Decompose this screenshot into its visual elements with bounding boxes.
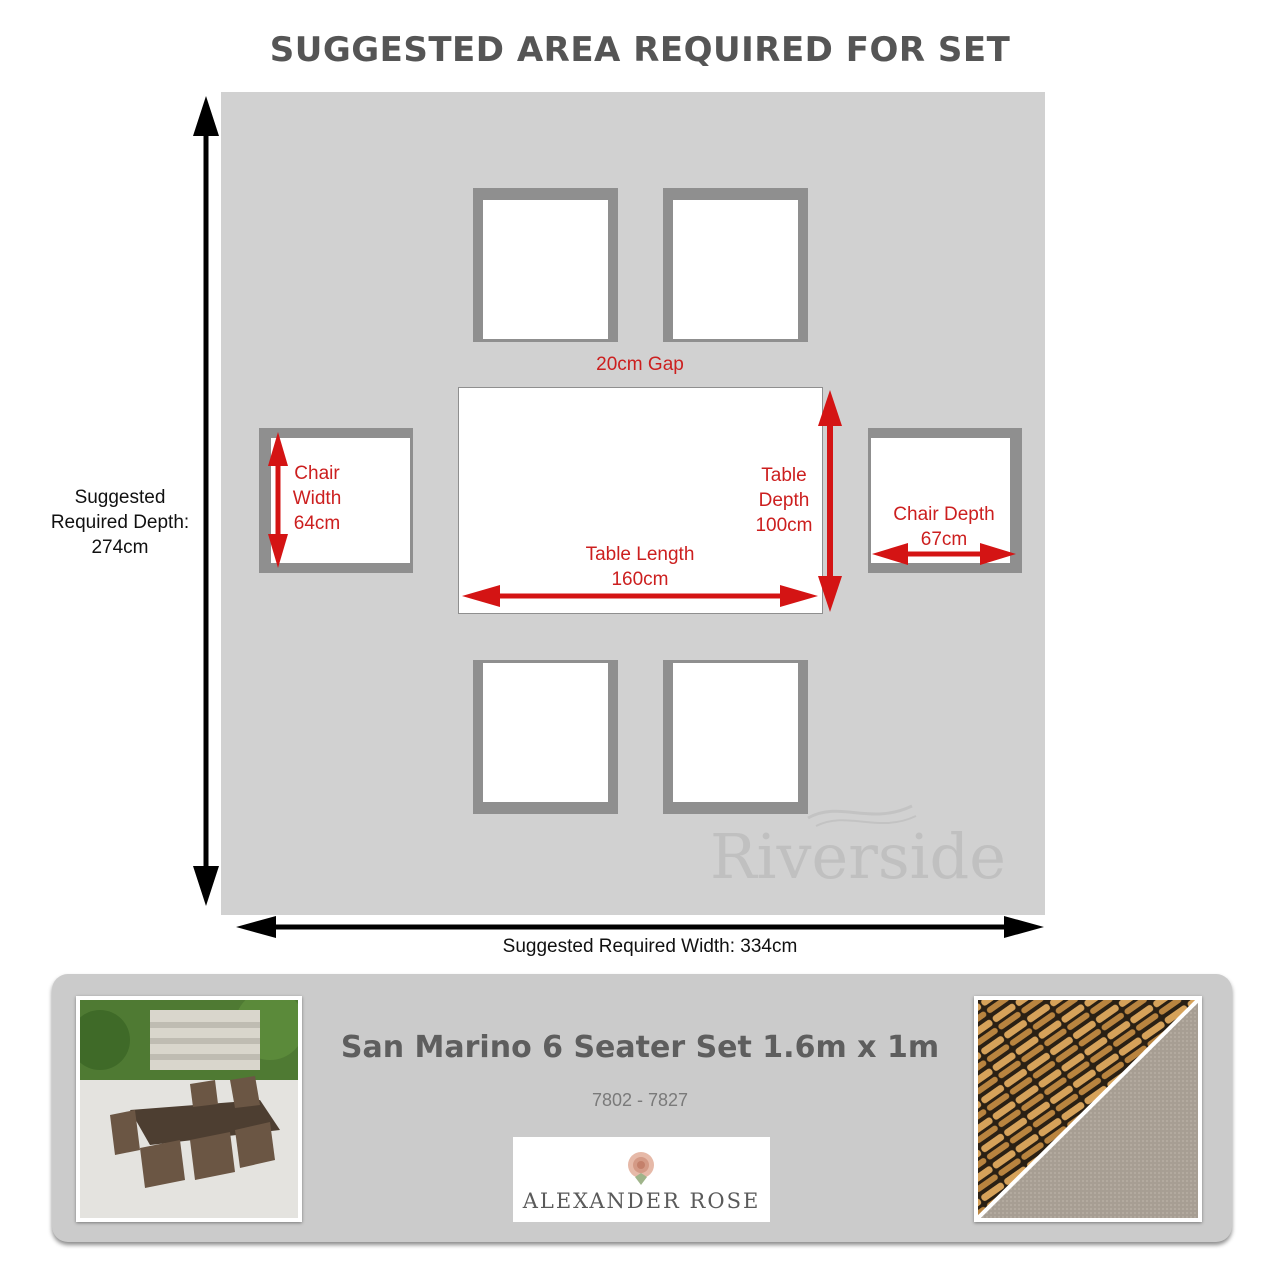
required-depth-label: Suggested Required Depth: 274cm xyxy=(50,487,190,558)
required-width-label: Suggested Required Width: 334cm xyxy=(502,936,798,957)
table-depth-label: Table Depth 100cm xyxy=(755,465,813,536)
chair-width-label: Chair Width 64cm xyxy=(292,463,342,534)
material-swatch xyxy=(974,996,1202,1222)
chair-depth-label: Chair Depth 67cm xyxy=(893,504,995,550)
watermark-text: Riverside xyxy=(710,820,1006,893)
rose-icon xyxy=(621,1147,661,1187)
table-length-label: Table Length 160cm xyxy=(585,544,695,590)
gap-label: 20cm Gap xyxy=(596,354,684,375)
product-name: San Marino 6 Seater Set 1.6m x 1m xyxy=(340,1030,940,1065)
rattan-cushion-swatch-icon xyxy=(978,1000,1198,1218)
page-title: SUGGESTED AREA REQUIRED FOR SET xyxy=(269,30,1011,70)
product-code: 7802 - 7827 xyxy=(591,1090,689,1110)
brand-logo xyxy=(513,1137,770,1222)
brand-name: ALEXANDER ROSE xyxy=(522,1189,761,1213)
